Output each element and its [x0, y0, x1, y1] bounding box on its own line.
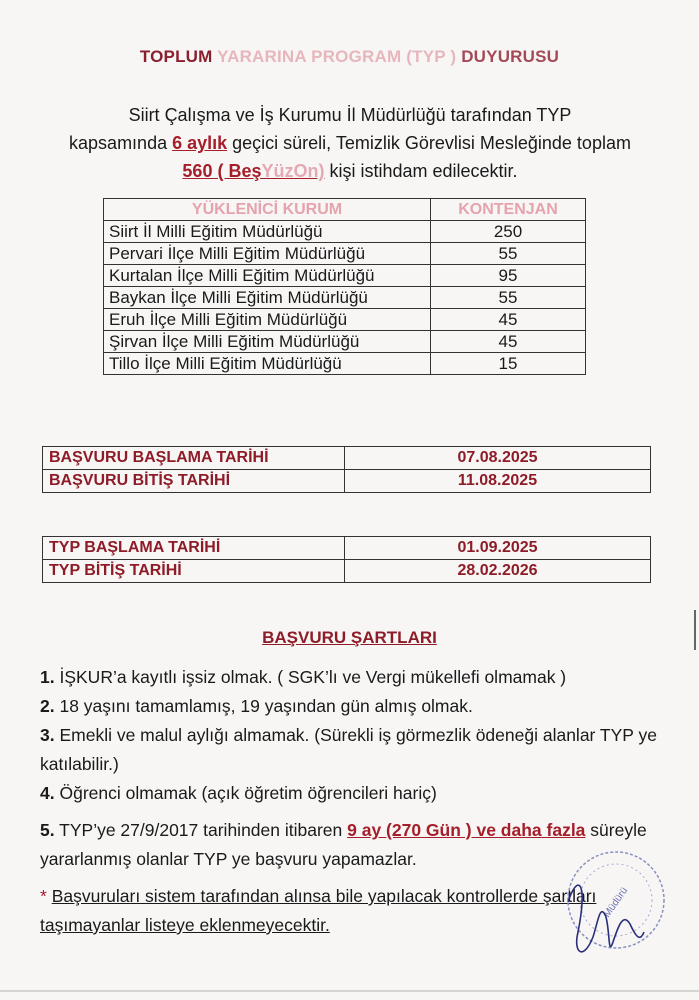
column-header: KONTENJAN [431, 199, 586, 221]
condition-item: 1. İŞKUR’a kayıtlı işsiz olmak. ( SGK’lı ve Vergi mükellefi olmamak ) [40, 667, 567, 687]
scan-bottom-edge [0, 990, 699, 992]
typ-dates-table [42, 536, 651, 583]
table-row: TYP BAŞLAMA TARİHİ 01.09.2025 [43, 537, 651, 560]
table-row: BAŞVURU BAŞLAMA TARİHİ 07.08.2025 [43, 447, 651, 470]
condition-item: 5. TYP’ye 27/9/2017 tarihinden itibaren 9 ay (270 Gün ) ve daha fazla süreyle yararlanmış olanlar TYP ye başvuru yapamazlar. [40, 820, 647, 869]
table-row: Siirt İl Milli Eğitim Müdürlüğü 250 [104, 221, 586, 243]
duration-limit-highlight: 9 ay (270 Gün ) ve daha fazla [347, 820, 586, 840]
table-header-row [104, 199, 586, 221]
scan-edge-mark [694, 610, 696, 650]
table-row: Baykan İlçe Milli Eğitim Müdürlüğü 55 [104, 287, 586, 309]
condition-item: 2. 18 yaşını tamamlamış, 19 yaşından gün almış olmak. [40, 696, 473, 716]
table-row: Eruh İlçe Milli Eğitim Müdürlüğü 45 [104, 309, 586, 331]
duration-highlight: 6 aylık [172, 133, 228, 153]
condition-item: 4. Öğrenci olmamak (açık öğretim öğrencileri hariç) [40, 783, 437, 803]
institution-table [103, 198, 586, 375]
condition-item: 3. Emekli ve malul aylığı almamak. (Sürekli iş görmezlik ödeneği alanlar TYP ye katılabilir.) [40, 725, 657, 774]
conditions-list [40, 663, 660, 808]
conditions-title: BAŞVURU ŞARTLARI [262, 628, 437, 647]
count-highlight: 560 ( BeşYüzOn) [182, 161, 325, 181]
signature-icon [568, 885, 644, 952]
table-row: Tillo İlçe Milli Eğitim Müdürlüğü 15 [104, 353, 586, 375]
table-row: TYP BİTİŞ TARİHİ 28.02.2026 [43, 560, 651, 583]
official-stamp-signature [548, 842, 678, 972]
table-row: Şirvan İlçe Milli Eğitim Müdürlüğü 45 [104, 331, 586, 353]
table-row: Kurtalan İlçe Milli Eğitim Müdürlüğü 95 [104, 265, 586, 287]
column-header: YÜKLENİCİ KURUM [104, 199, 431, 221]
intro-paragraph: Siirt Çalışma ve İş Kurumu İl Müdürlüğü tarafından TYP kapsamında 6 aylık geçici süreli, Temizlik Görevlisi Mesleğinde toplam 560 ( BeşYüzOn) kişi istihdam edilecektir. [69, 105, 631, 181]
stamp-text: Müdürü [601, 885, 631, 920]
page-title: TOPLUM YARARINA PROGRAM (TYP ) DUYURUSU [139, 47, 560, 66]
table-row: BAŞVURU BİTİŞ TARİHİ 11.08.2025 [43, 470, 651, 493]
application-dates-table [42, 446, 651, 493]
footnote: * Başvuruları sistem tarafından alınsa bile yapılacak kontrollerde şartları taşımayanlar listeye eklenmeyecektir. [40, 886, 597, 935]
table-row: Pervari İlçe Milli Eğitim Müdürlüğü 55 [104, 243, 586, 265]
